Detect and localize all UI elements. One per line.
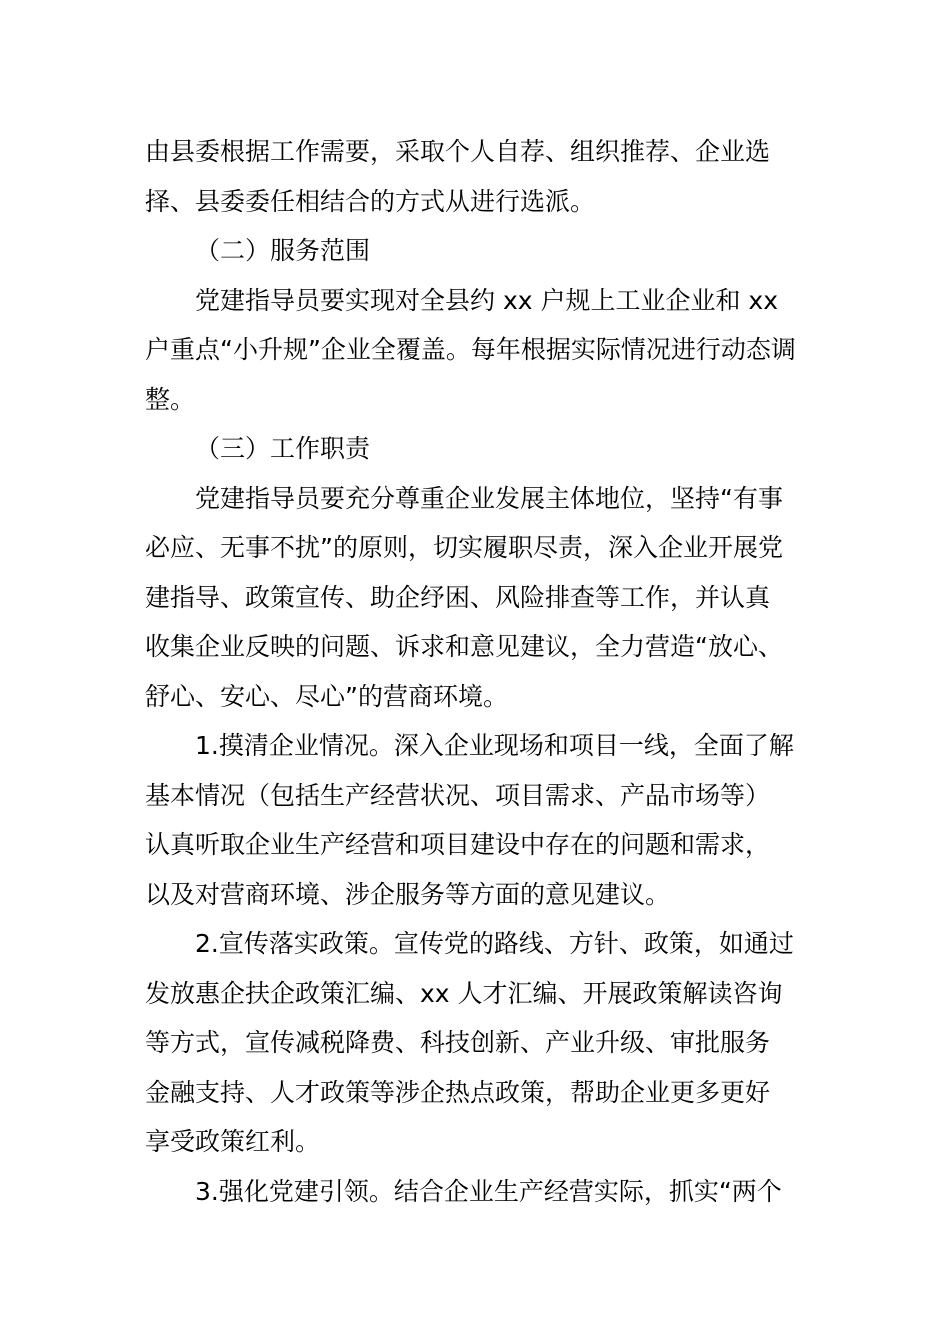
text-line: 由县委根据工作需要，采取个人自荐、组织推荐、企业选: [145, 137, 771, 166]
text-line: 党建指导员要充分尊重企业发展主体地位，坚持“有事: [195, 483, 783, 513]
text-line: 金融支持、人才政策等涉企热点政策，帮助企业更多更好: [145, 1077, 771, 1107]
text-line: 以及对营商环境、涉企服务等方面的意见建议。: [145, 879, 671, 909]
text-line: 户重点“小升规”企业全覆盖。每年根据实际情况进行动态调: [145, 335, 796, 364]
text-line: 收集企业反映的问题、诉求和意见建议，全力营造“放心、: [145, 632, 783, 661]
section-heading: （三）工作职责: [195, 434, 371, 463]
text-line: 等方式，宣传减税降费、科技创新、产业升级、审批服务: [145, 1028, 771, 1057]
text-line: 3.强化党建引领。结合企业生产经营实际，抓实“两个: [195, 1176, 782, 1206]
section-heading: （二）服务范围: [195, 236, 371, 265]
text-line: 发放惠企扶企政策汇编、xx 人才汇编、开展政策解读咨询: [145, 978, 783, 1008]
text-line: 享受政策红利。: [145, 1127, 321, 1156]
text-line: 2.宣传落实政策。宣传党的路线、方针、政策，如通过: [195, 929, 794, 958]
text-line: 择、县委委任相结合的方式从进行选派。: [145, 186, 596, 216]
text-line: 基本情况（包括生产经营状况、项目需求、产品市场等）: [145, 780, 771, 810]
text-line: 党建指导员要实现对全县约 xx 户规上工业企业和 xx: [195, 285, 779, 315]
text-line: 舒心、安心、尽心”的营商环境。: [145, 681, 508, 711]
text-line: 整。: [145, 384, 196, 414]
text-line: 1.摸清企业情况。深入企业现场和项目一线，全面了解: [195, 731, 794, 760]
text-line: 建指导、政策宣传、助企纾困、风险排查等工作，并认真: [145, 582, 771, 612]
text-line: 必应、无事不扰”的原则，切实履职尽责，深入企业开展党: [145, 533, 783, 562]
document-body: [145, 127, 810, 1216]
text-line: 认真听取企业生产经营和项目建设中存在的问题和需求，: [145, 830, 771, 859]
